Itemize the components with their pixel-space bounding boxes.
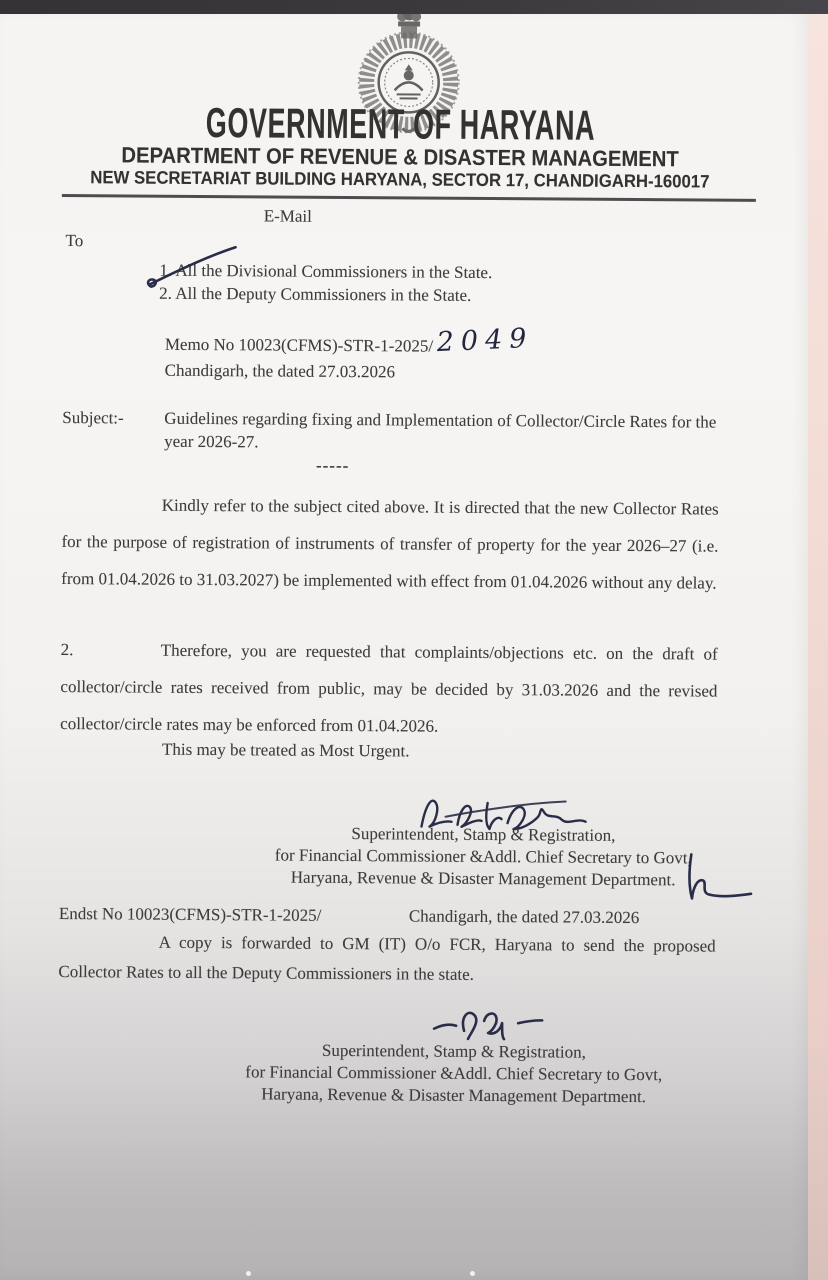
paragraph-2-number: 2. [60, 640, 74, 660]
subject-label: Subject:- [62, 408, 124, 428]
paragraph-1: Kindly refer to the subject cited above. It is directed that the new Collector Rates for the purpose of registration of instruments of transfer of property for the year 2026–27 (i.e. from 01.04.2026 to 31.03.2027) be implemented with effect from 01.04.2026 without any delay. [61, 495, 719, 593]
top-dark-bar [0, 0, 828, 14]
memo-block [164, 322, 685, 388]
photo-dot [470, 1271, 475, 1276]
signature-block-2 [194, 1039, 714, 1109]
address-line: NEW SECRETARIAT BUILDING HARYANA, SECTOR 17, CHANDIGARH-160017 [90, 167, 710, 192]
endst-body: A copy is forwarded to GM (IT) O/o FCR, Haryana to send the proposed Collector Rates to all the Deputy Commissioners in the state. [58, 932, 716, 984]
memo-place-date: Chandigarh, the dated 27.03.2026 [164, 360, 396, 382]
handwritten-dispatch-number: 2049 [436, 322, 535, 359]
signatory-for: for Financial Commissioner &Addl. Chief Secretary to Govt, [245, 1062, 663, 1085]
signatory-for: for Financial Commissioner &Addl. Chief Secretary to Govt, [274, 845, 692, 868]
subject-text: Guidelines regarding fixing and Implementation of Collector/Circle Rates for the year 2026-27. [164, 408, 717, 452]
endst-number: Endst No 10023(CFMS)-STR-1-2025/ [58, 904, 322, 925]
signature-block-1 [243, 822, 723, 891]
separator-dashes: ----- [315, 455, 350, 476]
addressee-item: 2. All the Deputy Commissioners in the State. [159, 283, 472, 305]
pen-initial-icon [679, 850, 759, 907]
signatory-designation: Superintendent, Stamp & Registration, [321, 1040, 586, 1062]
signatory-dept: Haryana, Revenue & Disaster Management Department. [290, 867, 676, 890]
endst-place-date: Chandigarh, the dated 27.03.2026 [408, 906, 640, 928]
to-label: To [65, 231, 84, 251]
signatory-dept: Haryana, Revenue & Disaster Management Department. [261, 1084, 647, 1107]
signatory-designation: Superintendent, Stamp & Registration, [351, 824, 616, 845]
addressee-item: 1. All the Divisional Commissioners in the State. [159, 260, 493, 283]
paragraph-2: Therefore, you are requested that complaints/objections etc. on the draft of collector/circle rates received from public, may be decided by 31.03.2026 and the revised collector/circle rates may be enforced from 01.04.2026. [60, 640, 718, 736]
header-divider [62, 194, 756, 202]
pen-strike-icon [137, 241, 247, 294]
memo-number: Memo No 10023(CFMS)-STR-1-2025/ [164, 334, 434, 356]
department-line: DEPARTMENT OF REVENUE & DISASTER MANAGEMENT [121, 142, 679, 172]
gov-title: GOVERNMENT OF HARYANA [205, 99, 596, 149]
urgency-note: This may be treated as Most Urgent. [161, 739, 410, 761]
photo-dot [246, 1271, 251, 1276]
channel-label: E-Mail [263, 206, 312, 226]
